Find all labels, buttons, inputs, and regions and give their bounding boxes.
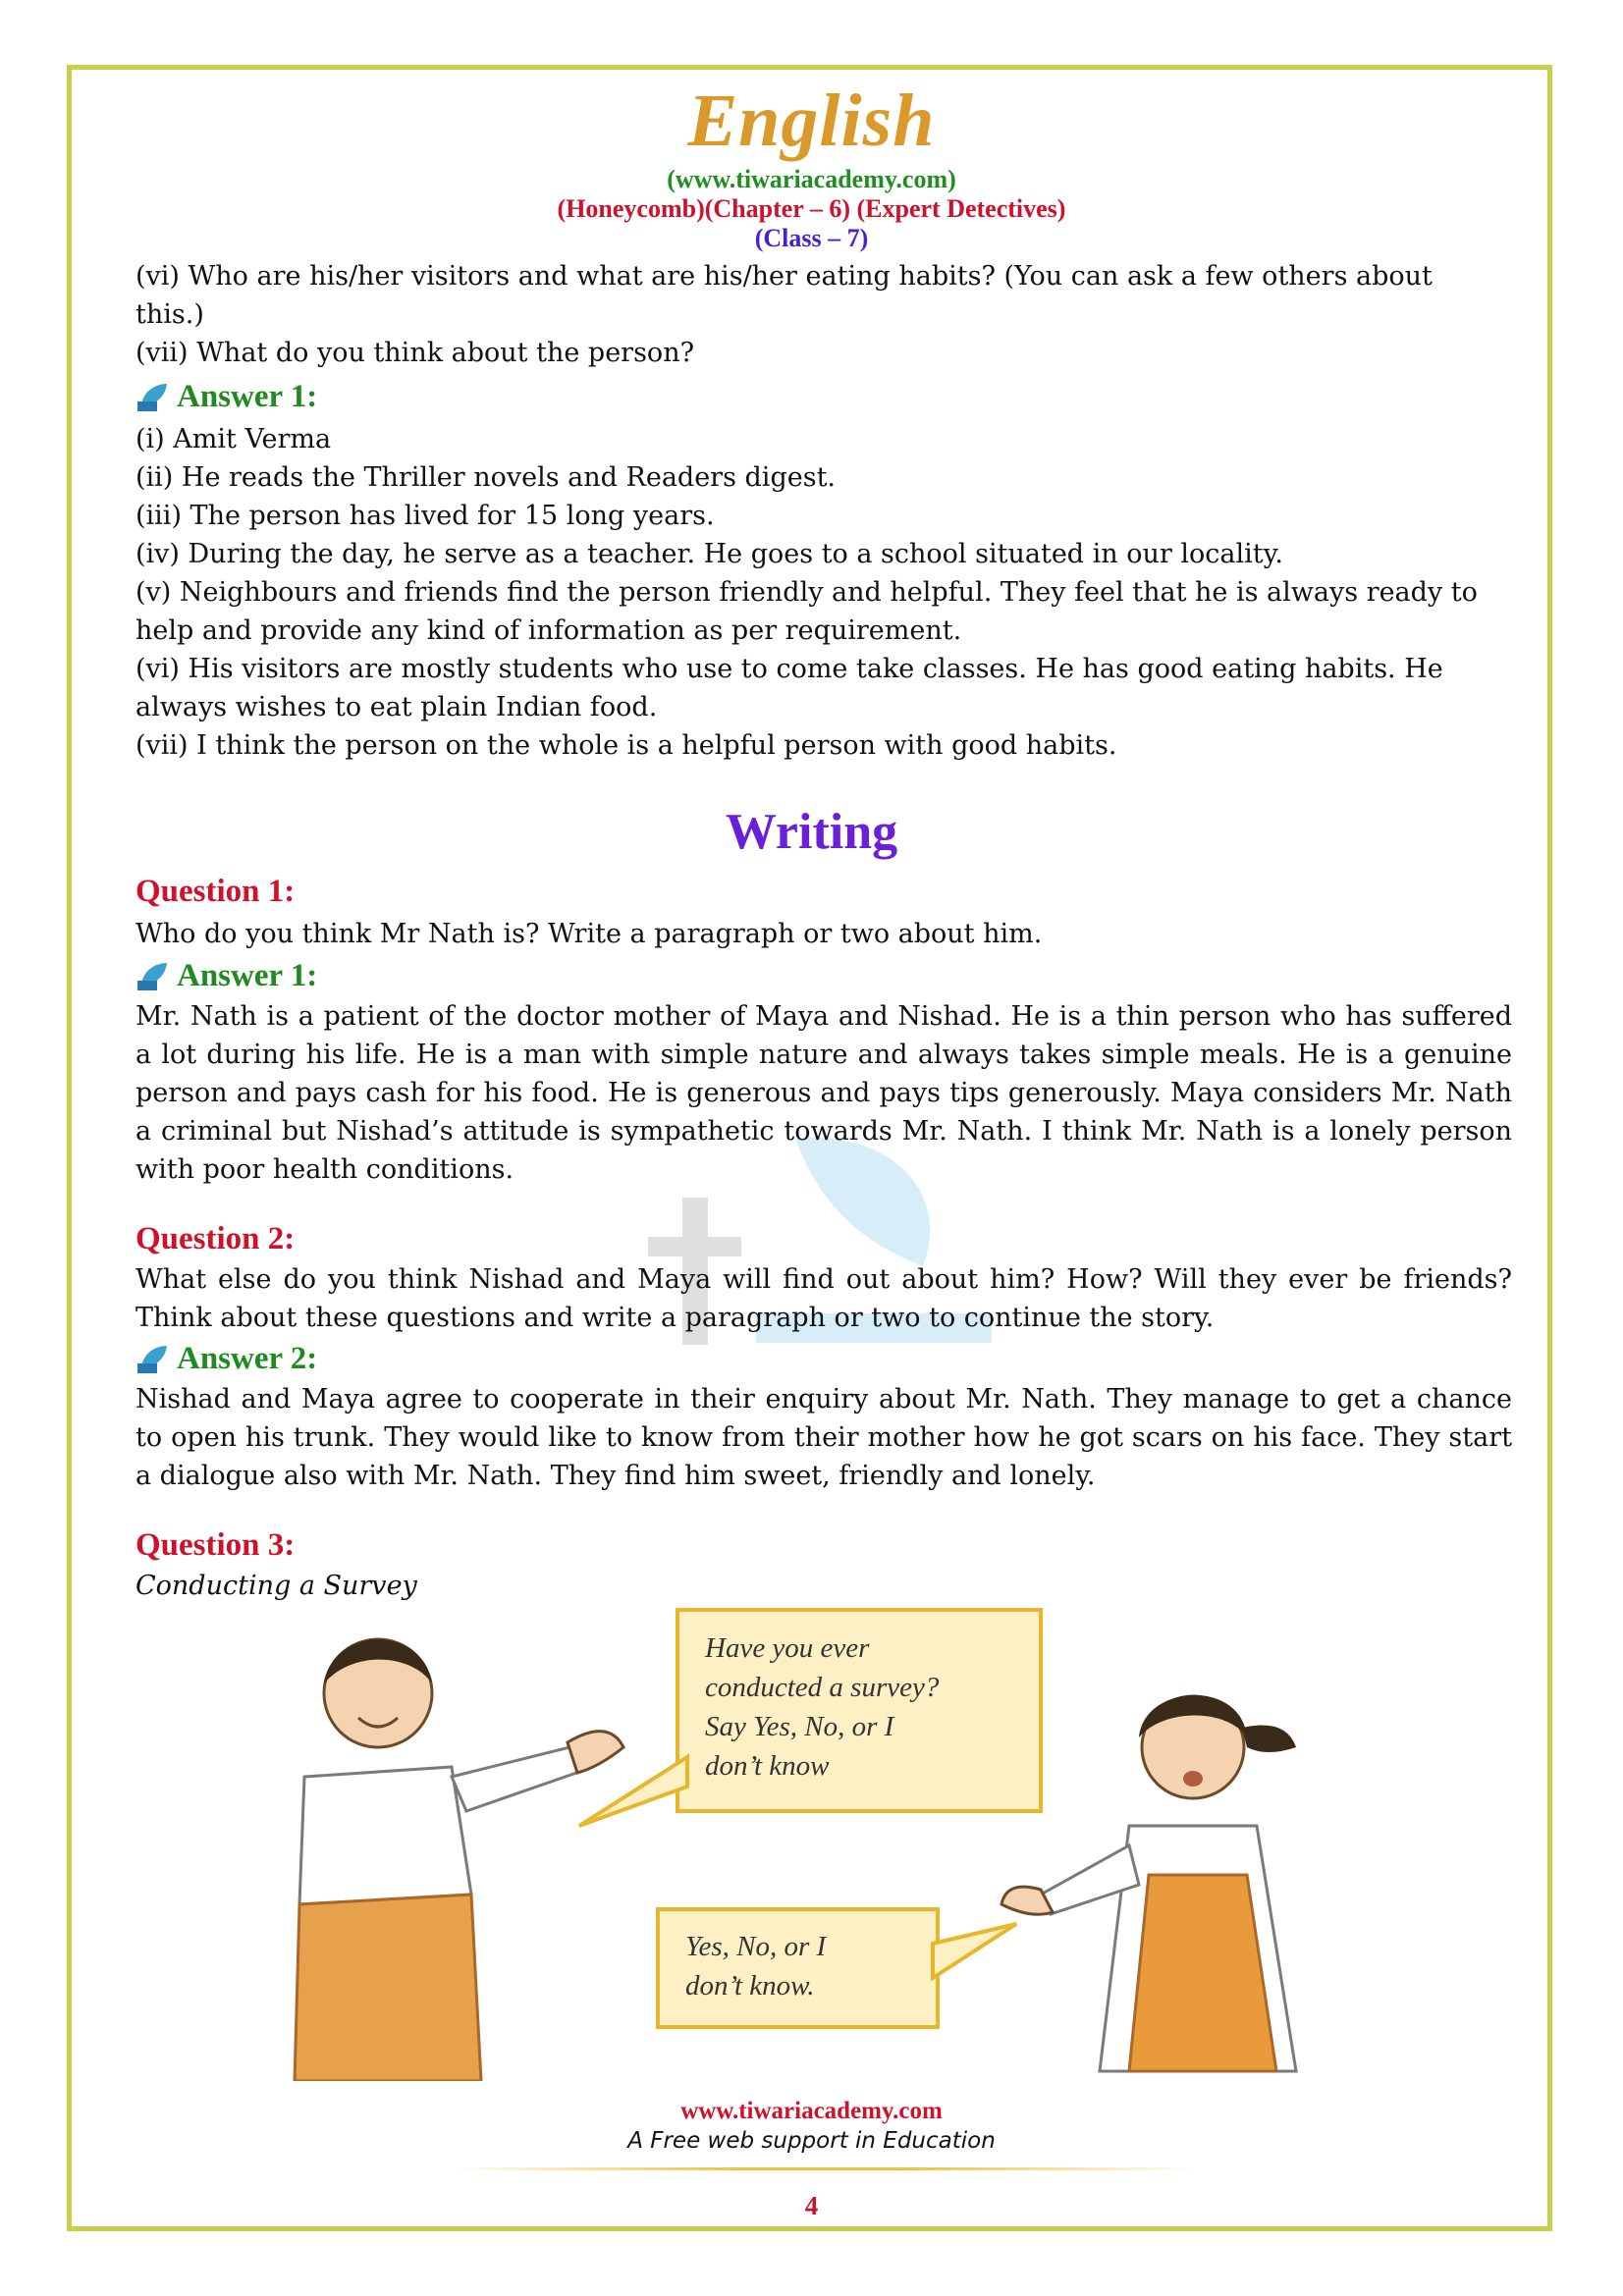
question1-label: Question 1: [135,874,296,909]
footer-divider [452,2167,1198,2170]
question2-label: Question 2: [135,1221,296,1256]
question2-block [135,1260,1512,1337]
answer-line: (i) Amit Verma [135,424,332,454]
question2-text: What else do you think Nishad and Maya will find out about him? How? Will they ever be friends? Think about these questions and write a paragraph or two to continue the story. [135,1264,1512,1333]
answer-q1-text: Mr. Nath is a patient of the doctor mother of Maya and Nishad. He is a thin person who has suffered a lot during his life. He is a man with simple nature and always takes simple meals. He is a genuine person and pays cash for his food. He is generous and pays tips generously. Maya considers Mr. Nath a criminal but Nishad’s attitude is sympathetic towards Mr. Nath. I think Mr. Nath is a lonely person with poor health conditions. [135,1001,1512,1185]
question1-text: Who do you think Mr Nath is? Write a paragraph or two about him. [135,919,1043,949]
answer-line: (iii) The person has lived for 15 long years. [135,501,715,531]
leaf-icon [135,1342,171,1375]
answer-q1-heading [135,956,1512,995]
bubble2-line: Yes, No, or I [685,1931,827,1962]
page-title: English [687,80,936,162]
answer1-heading [135,377,1512,416]
page-number: 4 [804,2191,819,2220]
bubble1-line: Say Yes, No, or I [705,1711,894,1742]
answer-line: (ii) He reads the Thriller novels and Readers digest. [135,462,836,493]
answer-line: always wishes to eat plain Indian food. [135,692,658,722]
header-site: (www.tiwariacademy.com) [667,165,956,193]
bubble1-line: don’t know [705,1750,830,1782]
answer-line: (vii) I think the person on the whole is a helpful person with good habits. [135,730,1117,761]
answer1-label: Answer 1: [177,379,318,414]
speech-bubble-2 [658,1909,938,2027]
boy-figure [295,1639,623,2081]
header-chapter: (Honeycomb)(Chapter – 6) (Expert Detectives) [557,194,1066,223]
question3-text: Conducting a Survey [135,1571,417,1601]
leaf-icon [135,959,171,992]
answer-line: help and provide any kind of information as per requirement. [135,615,962,646]
answer-line: (v) Neighbours and friends find the person friendly and helpful. They feel that he is always ready to [135,577,1478,608]
header-class: (Class – 7) [754,224,869,252]
bubble1-line: Have you ever [705,1632,870,1664]
section-title-writing: Writing [725,804,898,860]
answer-q2-block [135,1380,1512,1495]
answer-line: (iv) During the day, he serve as a teacher. He goes to a school situated in our locality. [135,539,1283,569]
survey-illustration [285,1600,1394,2081]
answer-q2-text: Nishad and Maya agree to cooperate in their enquiry about Mr. Nath. They manage to get a chance to open his trunk. They would like to know from their mother how he got scars on his face. They start a dialogue also with Mr. Nath. They find him sweet, friendly and lonely. [135,1384,1512,1491]
answer-line: (vi) His visitors are mostly students who use to come take classes. He has good eating habits. He [135,654,1443,684]
girl-figure [1001,1695,1296,2071]
footer-tagline: A Free web support in Education [627,2128,996,2154]
answer-q1-label: Answer 1: [177,958,318,993]
intro-line: (vii) What do you think about the person? [135,338,695,368]
leaf-icon [135,380,171,413]
intro-questions [135,257,1512,372]
intro-line: this.) [135,299,204,330]
answer-q2-label: Answer 2: [177,1341,318,1376]
bubble2-line: don’t know. [685,1970,815,2002]
question3-label: Question 3: [135,1527,296,1563]
bubble1-line: conducted a survey? [705,1672,940,1703]
answer-q2-heading [135,1339,1512,1378]
footer-site: www.tiwariacademy.com [680,2098,943,2124]
intro-line: (vi) Who are his/her visitors and what are his/her eating habits? (You can ask a few others about [135,261,1433,292]
answer1-list [135,420,1512,765]
answer-q1-block [135,997,1512,1189]
question1-block [135,915,1512,953]
